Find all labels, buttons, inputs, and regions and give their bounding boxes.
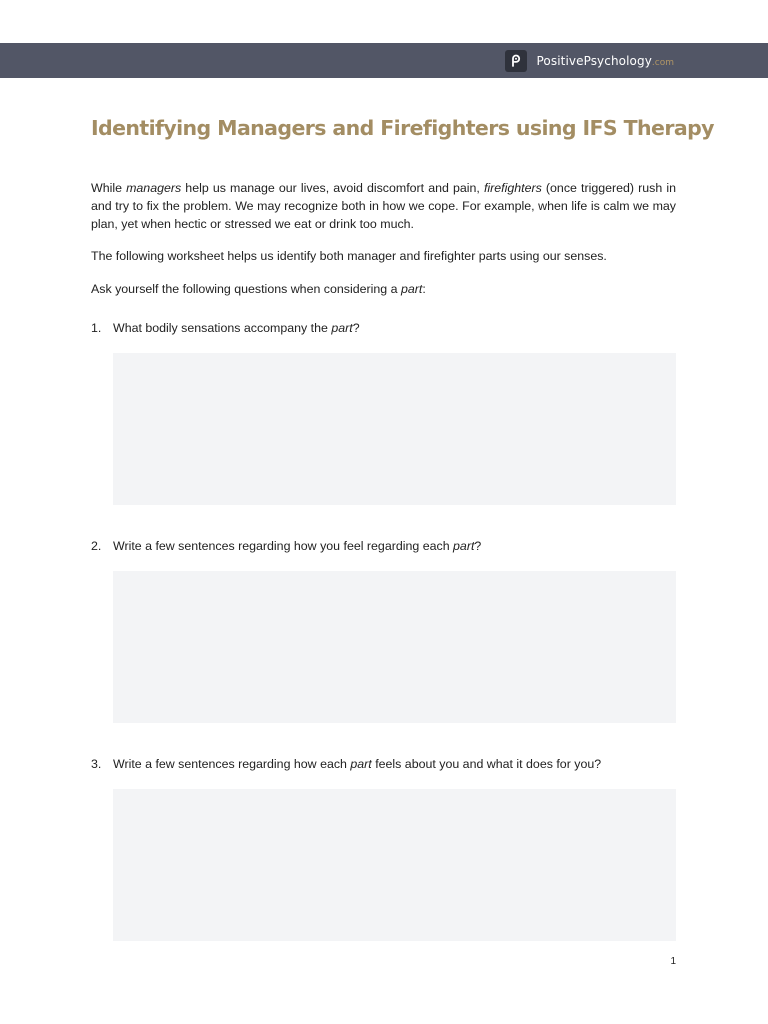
part-term: part [400, 282, 423, 296]
question-number: 3. [91, 757, 102, 771]
question-text: feels about you and what it does for you? [371, 757, 602, 771]
intro-text: (once triggered) rush in and try to fix the problem. We may recognize both in how we cope. For example, when life is calm we may plan, yet when hectic or stressed we eat or drink too much. [91, 181, 676, 231]
question-number: 2. [91, 539, 102, 553]
managers-term: managers [126, 181, 182, 195]
ask-instruction [91, 280, 676, 298]
answer-box-2[interactable] [113, 571, 676, 723]
intro-paragraph [91, 179, 676, 233]
header-bar [0, 43, 768, 78]
worksheet-description: The following worksheet helps us identify both manager and firefighter parts using our senses. [91, 249, 607, 263]
page-title: Identifying Managers and Firefighters using IFS Therapy [91, 116, 714, 140]
question-text: Write a few sentences regarding how each [113, 757, 351, 771]
intro-text: help us manage our lives, avoid discomfort and pain, [181, 181, 484, 195]
part-term: part [350, 757, 372, 771]
firefighters-term: firefighters [483, 181, 542, 195]
part-term: part [453, 539, 475, 553]
question-number: 1. [91, 321, 102, 335]
ask-text: : [422, 282, 426, 296]
answer-box-3[interactable] [113, 789, 676, 941]
brand[interactable] [505, 50, 674, 72]
positive-psychology-logo-icon [505, 50, 527, 72]
question-text: ? [352, 321, 360, 335]
ask-text: Ask yourself the following questions when considering a [91, 282, 401, 296]
intro-text: While [91, 181, 127, 195]
part-term: part [331, 321, 353, 335]
question-text: Write a few sentences regarding how you feel regarding each [113, 539, 454, 553]
answer-box-1[interactable] [113, 353, 676, 505]
question-text: ? [474, 539, 482, 553]
page-number: 1 [670, 956, 676, 967]
brand-name: PositivePsychology [536, 54, 652, 68]
question-2 [91, 537, 676, 555]
question-3 [91, 755, 676, 773]
question-text: What bodily sensations accompany the [113, 321, 332, 335]
question-1 [91, 319, 676, 337]
brand-tld: .com [651, 58, 674, 68]
